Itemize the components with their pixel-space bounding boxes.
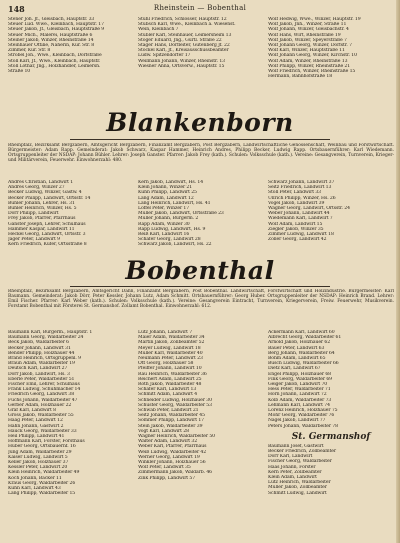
directory-entry: Lang Philipp, Waldarbeiter 15 [8,491,76,497]
bobenthal-columns [8,330,394,540]
directory-entry: Zimmer, Kür. Str. 8 [8,48,51,54]
st-germanshof-list [268,444,394,496]
directory-entry: Kuhn Philipp, Landwirt 25 [138,190,197,196]
directory-entry: Löffel Peter, Winzer 17 [138,206,190,212]
directory-entry: Gerber Adam, Holzhauer 22 [8,402,72,408]
directory-entry: Steuer Jakob, Jf., Gleisbach, Hauptstraße 9 [8,27,105,33]
directory-entry: Müller Johann, Bürgerm. 2 [138,216,199,222]
directory-entry: Roth Jakob, Waldarbeiter 48 [138,382,202,388]
directory-entry: Wolf Jakob, Jnh., Winzer, Straße 11 [268,22,347,28]
directory-entry: Wolf Adam, Winzer, Rheinstraße 13 [268,58,348,64]
directory-entry: Steiner Jakob, Winzer, Rheinstraße 14 [8,37,94,43]
directory-entry: Weber Karl, Pfarrer, Pfarrhaus [138,444,207,450]
directory-entry: Lang Heinrich, Landwirt, Hs. 41 [138,200,211,206]
directory-entry: Rapp Adam, Winzer 30 [138,221,190,227]
directory-entry: Engel Philipp, Holzhauer 68 [268,371,331,377]
directory-entry: Jung Adam, Waldarbeiter 29 [8,449,72,455]
directory-entry: Schuster Georg, Waldarbeiter 53 [138,402,212,408]
directory-entry: Wagner Georg, Landwirt, Ortsstr. 24 [268,206,350,212]
directory-entry: Friedrich Georg, Landwirt 38 [8,392,75,398]
directory-entry: Müller Jakob, Landwirt, Ortsstraße 23 [138,211,224,217]
directory-entry: Geiger Jakob, Landwirt 70 [268,382,328,388]
directory-entry: Wolf Adam, Landwirt 15 [268,221,323,227]
directory-entry: Stuhl Friedrich, Schlosser, Hauptstr. 12 [138,17,227,22]
directory-entry: Schäfer Karl, Landwirt 13 [138,387,197,393]
directory-entry: Straße 10 [8,69,31,75]
directory-entry: Weiß Ludwig, Waldarbeiter 42 [138,449,207,455]
directory-entry: Andres Georg, Winzer 27 [8,185,65,191]
directory-entry: Stein Jakob, Waldarbeiter 39 [138,423,203,429]
directory-entry: Wagner Heinrich, Waldarbeiter 50 [138,434,216,440]
title-rule [70,139,330,140]
directory-entry: Fischer Georg, Waldarbeiter [268,459,332,465]
directory-entry: Becker Johann, Landwirt 31 [8,345,71,351]
directory-entry: Heckel Georg, Landwirt, Ortsstr. 3 [8,232,86,238]
directory-entry: Bühler Heinrich, Winzer, Hs. 5 [8,206,77,212]
directory-entry: Strobel Joh., Wwe., Kleinbach, Dorfstraße [8,53,102,59]
subsection-title-st-germanshof: St. Germanshof [291,431,371,442]
directory-entry: Zöller Georg, Landwirt 42 [268,237,327,243]
directory-entry: Schwab Peter, Landwirt 21 [138,408,199,414]
top-col-1 [8,17,134,107]
directory-entry: Müller Karl, Waldarbeiter 40 [138,350,203,356]
directory-entry: Haas Johann, Förster [268,464,316,470]
page-fold-shadow [396,0,400,543]
directory-entry: Wolf Johann, Winzer, Gleisbachstr. 4 [268,27,349,33]
directory-entry: Wiedemann Karl, Landwirt 7 [268,216,333,222]
directory-entry: Albrecht Georg, Waldarbeiter 61 [268,335,342,341]
directory-entry: Nagel Jakob, Landwirt 77 [268,418,326,424]
top-section-columns [8,17,394,107]
directory-entry: Fink Georg, Waldarbeiter 69 [268,376,332,382]
directory-entry: Dörr Karl, Landwirt [268,454,313,460]
directory-entry: Zimmermann Jakob, Waldarb. 46 [138,470,212,476]
directory-entry: Heil Philipp, Landwirt 41 [8,434,65,440]
blankenborn-col-1 [8,180,134,252]
directory-entry: Reichert Adam, Landwirt 25 [138,376,202,382]
directory-entry: Schwarz Johann, Landwirt 37 [268,180,335,185]
directory-entry: Kern Jakob, Landwirt, Hs. 14 [138,180,204,185]
directory-entry: Seitz Friedrich, Landwirt 13 [268,185,332,191]
directory-entry: Kolb Adam, Waldarbeiter 73 [268,397,332,403]
directory-entry: Arnold Jakob, Holzhauer 62 [268,340,331,346]
directory-entry: Hauck Georg, Waldarbeiter 33 [8,428,77,434]
directory-entry: Bühler Johann, Lehrer, Hs. 31 [8,200,75,206]
directory-entry: Kraus Georg, Waldarbeiter 26 [8,480,76,486]
directory-entry: Ullrich Philipp, Winzer, Hs. 26 [268,195,336,201]
directory-entry: Reiß Karl, Landwirt 16 [138,232,190,238]
directory-entry: Dörr Jakob, Landwirt, Hs. 3 [8,371,70,377]
directory-entry: Zink Philipp, Landwirt 57 [138,475,196,481]
directory-entry: Hermann, Bahnhofstraße 18 [268,74,333,80]
directory-entry: Klein Johann, Winzer 21 [138,185,193,191]
directory-entry: Kern Friedrich, Küfer, Ortsstraße 8 [8,242,87,248]
directory-entry: Walter Adam, Landwirt 32 [138,439,198,445]
directory-entry: Neumann Peter, Landwirt 23 [138,356,203,362]
section-title-bobenthal: Bobenthal [125,256,275,285]
directory-entry: Kaiser Ludwig, Landwirt 5 [8,454,68,460]
directory-entry: Ludw. Spitzendorfer 17 [138,53,191,59]
directory-entry: Ziegler Jakob, Winzer 35 [268,226,324,232]
directory-entry: Weber Johann, Landwirt 44 [268,211,330,217]
directory-entry: Deutsch Karl, Landwirt 27 [8,366,68,372]
directory-entry: Stoll Lothar, Jng., Holzhändler, Leimersh. [8,63,101,69]
directory-entry: Wolf Johann Georg, Winzer, Kirchstr. 10 [268,53,357,59]
directory-entry: Andres Christian, Landwirt 1 [8,180,74,185]
directory-entry: Müller Jakob, Zollbeamter [268,485,327,491]
directory-entry: Kern Peter, Zollbeamter [268,469,322,475]
directory-entry: Pfeiffer Johann, Landwirt 10 [138,366,202,372]
directory-entry: Braun Adam, Waldarbeiter 19 [8,361,75,367]
directory-entry: Stäger Hans, Dörfleiter, Gutenberg Jf. 22 [138,43,230,49]
running-title: Rheinstein — Bobenthal [153,4,247,12]
page-number: 148 [8,4,25,14]
directory-entry: Stöckel Karl, Jf., Kreisausschussbeamter [138,48,229,54]
directory-entry: Klein Adam, Landwirt [268,475,317,481]
directory-entry: Baumann Karl, Bürgerm., Hauptstr. 1 [8,330,93,335]
blankenborn-col-2 [138,180,264,252]
directory-entry: Mohr Georg, Waldarbeiter 76 [268,413,335,419]
blankenborn-col-3 [268,180,394,252]
directory-entry: Lang Adam, Landwirt 12 [138,195,194,201]
page-header [8,4,392,14]
directory-entry: Klein Heinrich, Waldarbeiter 49 [8,470,80,476]
directory-entry: Vogel Jakob, Landwirt 39 [268,200,325,206]
directory-entry: Bauer Peter, Landwirt 63 [268,345,325,351]
bobenthal-col-1 [8,330,134,540]
top-col-2 [138,17,264,107]
directory-entry: Berg Johann, Waldarbeiter 64 [268,350,335,356]
directory-entry: Stübsch Karl, Wwe., Kleinbach a. Wiesenst. [138,22,236,28]
directory-entry: Jäger Peter, Landwirt 9 [8,237,60,243]
directory-entry: Keller Jakob, Holzhauer 37 [8,460,69,466]
directory-entry: Schmitt Ludwig, Landwirt [268,490,327,496]
directory-entry: Wein, Kleinbach 7 [138,27,179,33]
directory-entry: Wolf Friedrich, Winzer, Rheinstraße 15 [268,69,356,75]
bobenthal-intro: Rheinpfalz, Bezirksamt Bergzabern, Amtsgericht Dahn, Finanzamt Bergzabern, Post Bobenthal. Landwirtschaft, Forstwirtschaft und Holzindustrie. Bürgermeister: Karl Baumann. Gemeinderat: Jakob Dörr, Peter Kessler, Johann Lutz, Adam Schmitt. Ortsbauernführer: Georg Huber. Ortsgruppenleiter der NSDAP: Heinrich Brand. Lehrer: Emil Fischer. Pfarrer: Karl Weber (kath.). Schulen: Volksschule (kath.). Vereine: Gesangverein Eintracht, Turnverein, Kriegerverein, Freiw. Feuerwehr, Musikverein. Forstamt Bobenthal mit Försterei St. Germanshof. Zollamt Bobenthal. Einwohnerzahl: 612. [8,289,394,309]
directory-entry: Schneider Ludwig, Holzhauer 30 [138,397,212,403]
directory-entry: Fischer Emil, Lehrer, Schulhaus [8,382,80,388]
directory-entry: Winkler Johann, Holzhauer 56 [138,460,206,466]
directory-entry: Wolf Hedwig, Wwe., Winzer, Hauptstr. 19 [268,17,361,22]
directory-entry: Böhm Adam, Landwirt 65 [268,356,326,362]
directory-entry: Stubler Karl, Steinhauer, Leimersheim 13 [138,32,232,38]
bobenthal-col-3-list [268,330,394,429]
directory-entry: Martin Jakob, Zollbeamter 52 [138,340,205,346]
directory-entry: Frank Ludwig, Schuhmacher 14 [8,387,81,393]
directory-entry: Steinhauer Ottilie, Näherin, Kür. Str. 8 [8,43,95,49]
directory-entry: Ott Georg, Holzhauer 58 [138,361,194,367]
directory-entry: Hess Peter, Waldarbeiter 71 [268,387,331,393]
directory-entry: Steuer Mich., Malerei, Hauptstraße 6 [8,32,93,38]
directory-entry: Stener Joh. Jf., Gleisbach, Hauptstr. 33 [8,17,95,22]
directory-entry: Wolf Jakob, Winzer, Speyerstraße 7 [268,37,347,43]
directory-entry: Ackermann Karl, Landwirt 60 [268,330,335,335]
directory-entry: Haag Peter, Landwirt 12 [8,418,63,424]
directory-entry: Wolf Philipp, Winzer, Rheinstraße 21 [268,63,351,69]
directory-entry: Baumann Georg, Waldarbeiter 24 [8,335,84,341]
directory-entry: Wolf Karl, Winzer, Hauptstraße 11 [268,48,345,54]
directory-entry: Bender Philipp, Holzhauer 44 [8,350,75,356]
directory-entry: Becker Philipp, Landwirt, Ortsstr. 14 [8,195,91,201]
directory-entry: Wolf Johann Georg, Winzer, Dorfstr. 7 [268,43,352,49]
directory-entry: Schmitt Adam, Landwirt 4 [138,392,198,398]
directory-entry: Stoll Peter, Landwirt 33 [268,190,321,196]
directory-entry: Dörr Philipp, Landwirt [8,211,59,217]
directory-entry: Stöger Eduard, Jng., Gurtl. Straße 22 [138,37,222,43]
directory-entry: Lehmann Karl, Landwirt 74 [268,402,330,408]
directory-entry: Rapp Ludwig, Landwirt, Hs. 9 [138,226,206,232]
bobenthal-col-3 [268,330,394,540]
directory-entry: Peters Johann, Waldarbeiter 78 [268,423,338,429]
directory-entry: Kessler Peter, Landwirt 20 [8,465,68,471]
directory-entry: Schäfer Georg, Landwirt 28 [138,237,201,243]
directory-entry: Werner Georg, Landwirt 19 [138,454,200,460]
directory-entry: Lutz Heinrich, Waldarbeiter [268,480,331,486]
directory-entry: Vogt Karl, Landwirt 28 [138,428,189,434]
blankenborn-intro: Rheinpfalz, Bezirksamt Bergzabern, Amtsgericht Bergzabern, Finanzamt Bergzabern, Post Bergzabern, Landwirtschaftliche Genossenschaft, Weinbau und Forstwirtschaft. Bürgermeister: Adam Rapp. Gemeinderat: Jakob Schwarz, Kaspar Hammer, Heinrich Andres, Philipp Becker, Ludwig Rapp. Ortsbauernführer: Karl Wiedemann. Ortsgruppenleiter der NSDAP: Johann Bühler. Lehrer: Joseph Ganster. Pfarrer: Jakob Frey (kath.). Schulen: Volksschule (kath.). Vereine: Gesangverein, Turnverein, Krieger- und Militärverein, Feuerwehr. Einwohnerzahl: 480. [8,143,394,163]
directory-entry: Lutz Johann, Landwirt 7 [138,330,193,335]
bobenthal-col-2 [138,330,264,540]
directory-entry: Stoll Karl, Jf., Wwe., Kleinbach, Hauptstr. [8,58,101,64]
directory-entry: Lorenz Heinrich, Holzhauer 75 [268,408,338,414]
directory-entry: Brand Heinrich, Ortsgruppenl. 9 [8,356,81,362]
directory-entry: Kuhn Karl, Landwirt 43 [8,486,61,492]
directory-entry: Wiesner Anna, Ortsverw., Hauptstr. 15 [138,63,225,69]
directory-entry: Sommer Philipp, Landwirt 17 [138,418,204,424]
section-title-blankenborn: Blankenborn [106,108,294,137]
directory-entry: Becker Friedrich, Zollbeamter [268,449,336,455]
directory-entry: Zimmer Ludwig, Landwirt 18 [268,232,334,238]
directory-entry: Graf Karl, Landwirt 8 [8,408,56,414]
directory-entry: Hoffmann Karl, Förster, Forsthaus [8,439,85,445]
directory-entry: Beck Jakob, Waldarbeiter 6 [8,340,69,346]
directory-entry: Fuchs Johann, Waldarbeiter 47 [8,397,78,403]
directory-entry: Baumann Josef, Gastwirt [268,443,324,449]
blankenborn-columns [8,180,394,252]
directory-entry: Steuer Lud. Wwe., Kleinbach, Hauptstr. 17 [8,22,104,28]
directory-entry: Rau Heinrich, Waldarbeiter 36 [138,371,207,377]
directory-entry: Frey Jakob, Pfarrer, Pfarrhaus [8,216,76,222]
directory-entry: Hahn Johann, Gastwirt 2 [8,423,64,429]
title-rule-2 [70,286,330,287]
directory-entry: Horn Johann, Landwirt 72 [268,392,327,398]
directory-entry: Wolf Hans, Wirt, Rheinstraße 19 [268,32,341,38]
directory-entry: Wolf Peter, Landwirt 35 [138,465,191,471]
directory-entry: Becker Ludwig, Winzer, Gastw. 4 [8,190,82,196]
directory-entry: Seitz Johann, Waldarbeiter 45 [138,413,205,419]
directory-entry: Meyer Ludwig, Landwirt 18 [138,345,201,351]
directory-entry: Gross Jakob, Waldarbeiter 55 [8,413,74,419]
directory-entry: Dietz Karl, Landwirt 67 [268,366,321,372]
directory-entry: Schwarz Jakob, Landwirt, Hs. 22 [138,242,212,248]
directory-entry: Maier Adam, Waldarbeiter 34 [138,335,205,341]
directory-entry: Huber Georg, Ortsbauernf. 16 [8,444,76,450]
directory-entry: Koch Johann, Bäcker 11 [8,475,62,481]
top-col-3 [268,17,394,107]
directory-entry: Busch Ludwig, Waldarbeiter 66 [268,361,339,367]
directory-entry: Weilmann Johann, Winzer, Rheinstr. 13 [138,58,225,64]
directory-entry: Eberle Peter, Waldarbeiter 51 [8,376,75,382]
directory-entry: Hammer Kaspar, Landwirt 11 [8,226,75,232]
directory-entry: Ganster Joseph, Lehrer, Schulhaus [8,221,86,227]
